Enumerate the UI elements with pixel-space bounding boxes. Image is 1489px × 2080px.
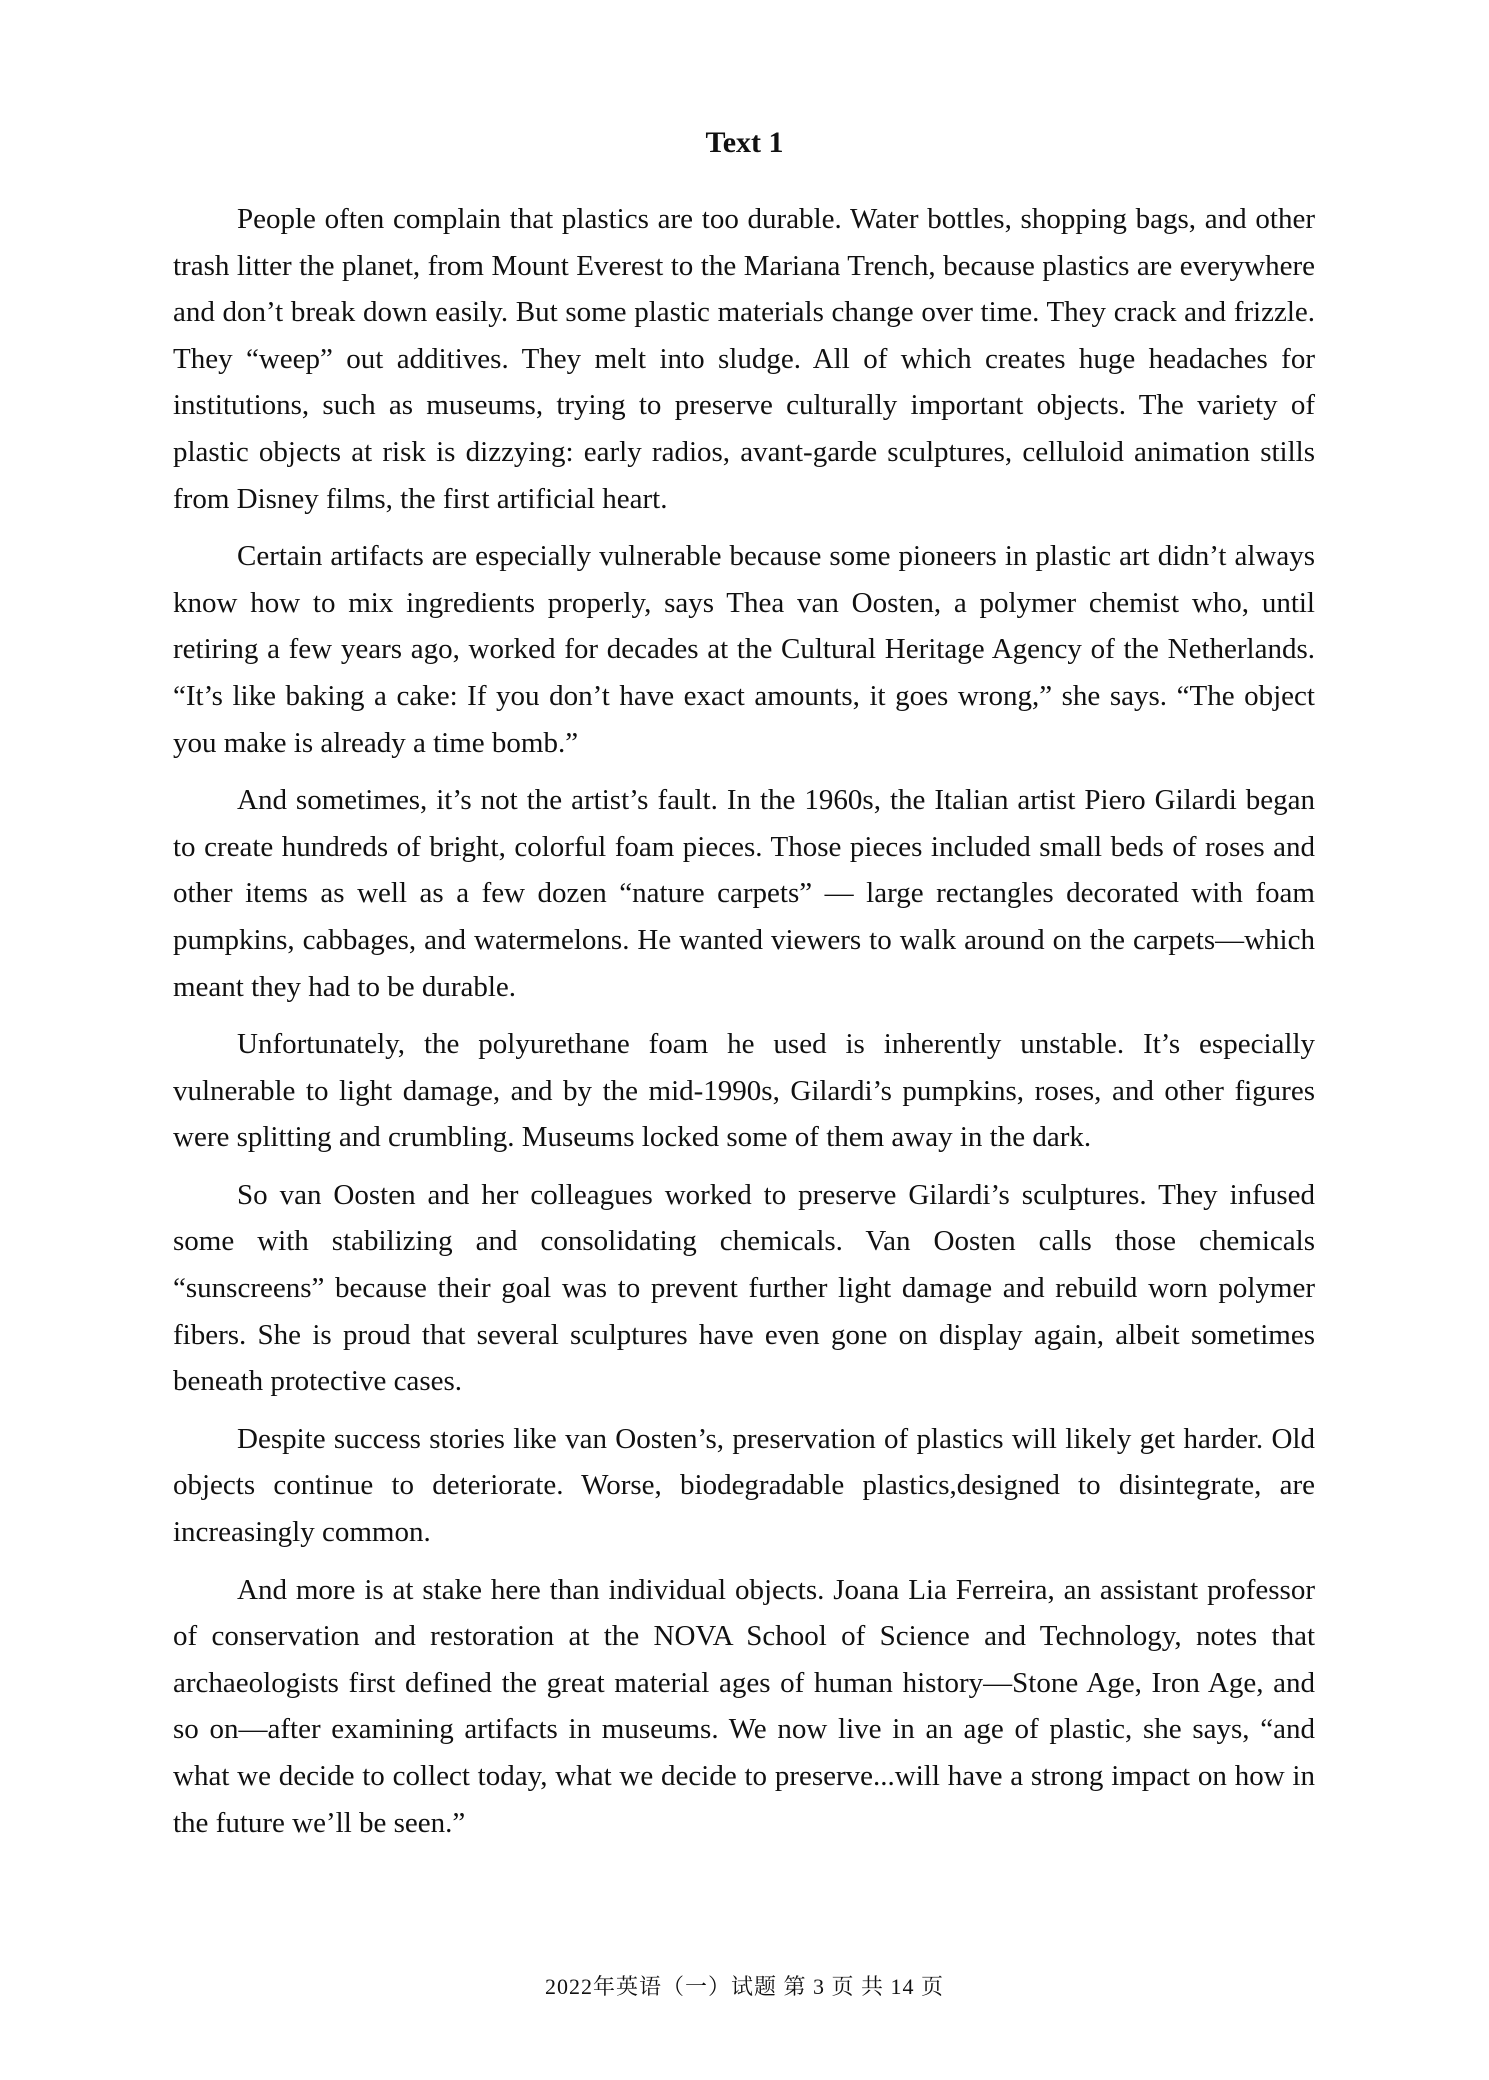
paragraph-1: People often complain that plastics are too durable. Water bottles, shopping bags, and other trash litter the planet, from Mount Everest to the Mariana Trench, because plastics are everywhere and don’t break down easily. But some plastic materials change over time. They crack and frizzle. They “weep” out additives. They melt into sludge. All of which creates huge headaches for institutions, such as museums, trying to preserve culturally important objects. The variety of plastic objects at risk is dizzying: early radios, avant-garde sculptures, celluloid animation stills from Disney films, the first artificial heart.	[173, 203, 1315, 515]
paragraph-3: And sometimes, it’s not the artist’s fault. In the 1960s, the Italian artist Piero Gilardi began to create hundreds of bright, colorful foam pieces. Those pieces included small beds of roses and other items as well as a few dozen “nature carpets” — large rectangles decorated with foam pumpkins, cabbages, and watermelons. He wanted viewers to walk around on the carpets—which meant they had to be durable.	[173, 784, 1315, 1003]
page-footer: 2022年英语（一）试题 第 3 页 共 14 页	[544, 1974, 944, 1999]
paragraph-6: Despite success stories like van Oosten’s, preservation of plastics will likely get harder. Old objects continue to deteriorate. Worse, biodegradable plastics,designed to disintegrate, are increasingly common.	[173, 1422, 1315, 1549]
paragraph-5: So van Oosten and her colleagues worked to preserve Gilardi’s sculptures. They infused some with stabilizing and consolidating chemicals. Van Oosten calls those chemicals “sunscreens” because their goal was to prevent further light damage and rebuild worn polymer fibers. She is proud that several sculptures have even gone on display again, albeit sometimes beneath protective cases.	[173, 1178, 1315, 1398]
paragraph-2: Certain artifacts are especially vulnerable because some pioneers in plastic art didn’t always know how to mix ingredients properly, says Thea van Oosten, a polymer chemist who, until retiring a few years ago, worked for decades at the Cultural Heritage Agency of the Netherlands. “It’s like baking a cake: If you don’t have exact amounts, it goes wrong,” she says. “The object you make is already a time bomb.”	[173, 540, 1315, 759]
paragraph-4: Unfortunately, the polyurethane foam he used is inherently unstable. It’s especially vulnerable to light damage, and by the mid-1990s, Gilardi’s pumpkins, roses, and other figures were splitting and crumbling. Museums locked some of them away in the dark.	[173, 1028, 1315, 1154]
article-body	[173, 196, 1315, 1857]
page-title: Text 1	[705, 126, 784, 159]
paragraph-7: And more is at stake here than individual objects. Joana Lia Ferreira, an assistant professor of conservation and restoration at the NOVA School of Science and Technology, notes that archaeologists first defined the great material ages of human history—Stone Age, Iron Age, and so on—after examining artifacts in museums. We now live in an age of plastic, she says, “and what we decide to collect today, what we decide to preserve...will have a strong impact on how in the future we’ll be seen.”	[173, 1573, 1315, 1839]
